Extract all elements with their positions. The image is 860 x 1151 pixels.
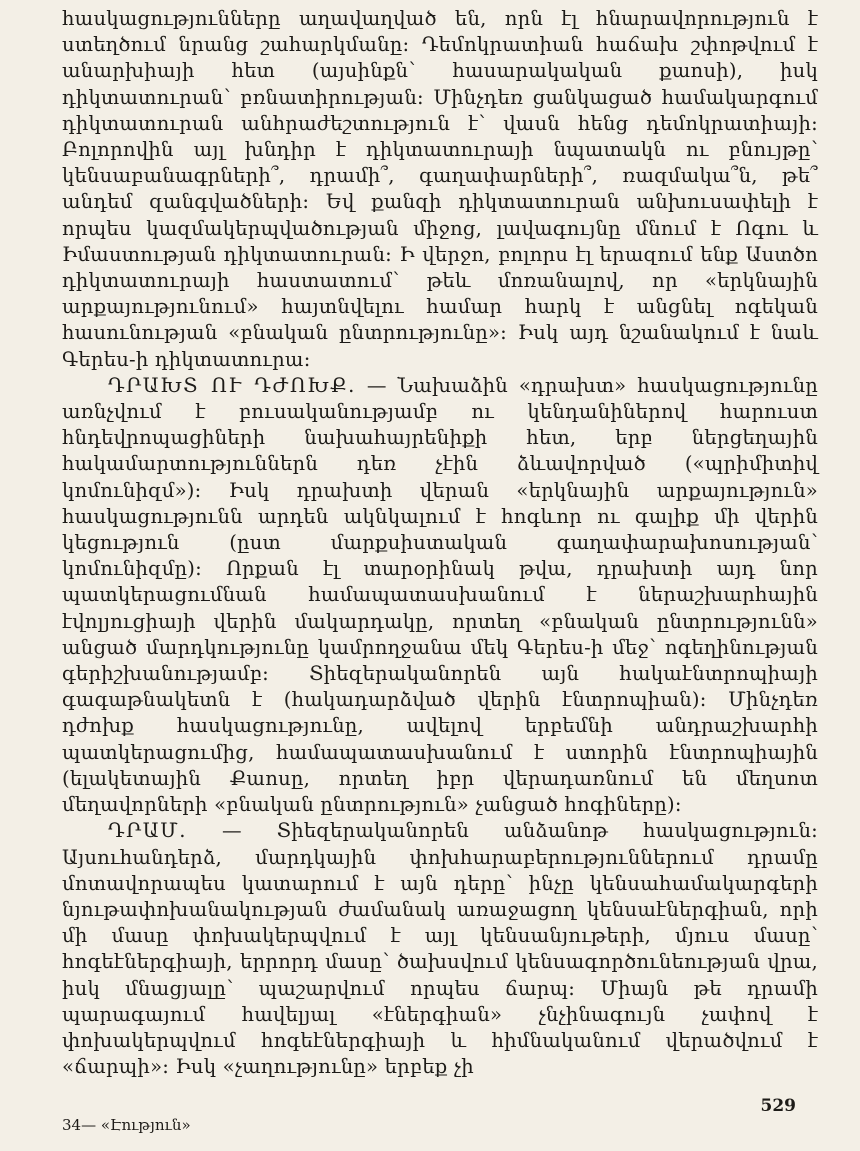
paragraph-text: — Նախաձին «դրախտ» հասկացությունը առնչվում է բուսականությամբ ու կենդանիներով հարուստ հնդեվրոպացիների նախահայրենիքի հետ, երբ ներցեղային հակամարտություններն դեռ չէին ձևավորված («պրիմիտիվ կոմունիզմ»)։ Իսկ դրախտի վերան «երկնային արքայություն» հասկացությունն արդեն ակնկալում է հոգևոր ու գալիք մի վերին կեցություն (ըստ մարքսիստական գաղափարախոսության՝ կոմունիզմը)։ Որքան էլ տարօրինակ թվա, դրախտի այդ նոր պատկերացումնան համապատասխանում է ներաշխարհային էվոլյուցիայի վերին մակարդակը, որտեղ «բնական ընտրությունն» անցած մարդկությունը կամրողջանա մեկ Գերես-ի մեջ՝ ոգեղինության գերիշխանությամբ։ Տիեզերականորեն այն հակաէնտրոպիայի գագաթնակետն է (հակադարձված վերին էնտրոպիան)։ Մինչդեռ դժոխք հասկացությունը, ավելով երբեմնի անդրաշխարհի պատկերացումից, համապատասխանում է ստորին էնտրոպիային (ելակետային Քաոսը, որտեղ իբր վերադառնում են մեղսոտ մեղավորների «բնական ընտրություն» չանցած հոգիները)։: [62, 373, 818, 817]
paragraph-text: հասկացությունները աղավաղված են, որն էլ հնարավորություն է ստեղծում նրանց շահարկմանը։ Դեմոկրատիան հաճախ շփոթվում է անարխիայի հետ (այսինքն՝ հասարակական քաոսի), իսկ դիկտատուրան՝ բռնատիրության։ Մինչդեռ ցանկացած համակարգում դիկտատուրան անհրաժեշտություն է՝ վասն հենց դեմոկրատիայի։ Բոլորովին այլ խնդիր է դիկտատուրայի նպատակն ու բնույթը՝ կենսաբանագրների՞, դրամի՞, գաղափարների՞, ռազմակա՞ն, թե՞ անդեմ զանգվածների։ Եվ քանզի դիկտատուրան անխուսափելի է որպես կազմակերպվածության միջոց, լավագույնը մնում է Ոգու և Իմաստության դիկտատուրան։ Ի վերջո, բոլորս էլ երազում ենք Աստծո դիկտատուրայի հաստատում՝ թեև մոռանալով, որ «երկնային արքայությունում» հայտնվելու համար հարկ է անցնել ոգեկան հասունության «բնական ընտրությունը»։ Իսկ այդ նշանակում է նաև Գերես-ի դիկտատուրա։: [62, 7, 818, 371]
entry-paradise-and-hell: [62, 373, 818, 818]
entry-heading: ԴՐԱԽՏ ՈՒ ԴԺՈԽՔ.: [108, 373, 356, 397]
page-number: 529: [760, 1096, 796, 1116]
paragraph-text: — Տիեզերականորեն անձանոթ հասկացություն։ Այսուհանդերձ, մարդկային փոխհարաբերություններում դրամը մոտավորապես կատարում է այն դերը՝ ինչը կենսահամակարգերի նյութափոխանակության ժամանակ առաջացող կենսաէներգիան, որի մի մասը փոխակերպվում է այլ կենսանյութերի, մյուս մասը՝ հոգեէներգիայի, երրորդ մասը՝ ծախսվում կենսագործունեության վրա, իսկ մնացյալը՝ պաշարվում որպես ճարպ։ Միայն թե դրամի պարագայում հավելյալ «էներգիան» չնչինագույն չափով է փոխակերպվում հոգեէներգիայի և հիմնականում վերածվում է «ճարպի»։ Իսկ «չաղությունը» երբեք չի: [62, 819, 818, 1079]
paragraph-intro: [62, 6, 818, 373]
entry-heading: ԴՐԱՄ.: [108, 819, 187, 843]
body-text: [62, 0, 818, 1080]
entry-money: [62, 818, 818, 1080]
footer-signature: 34— «Էություն»: [62, 1116, 191, 1134]
